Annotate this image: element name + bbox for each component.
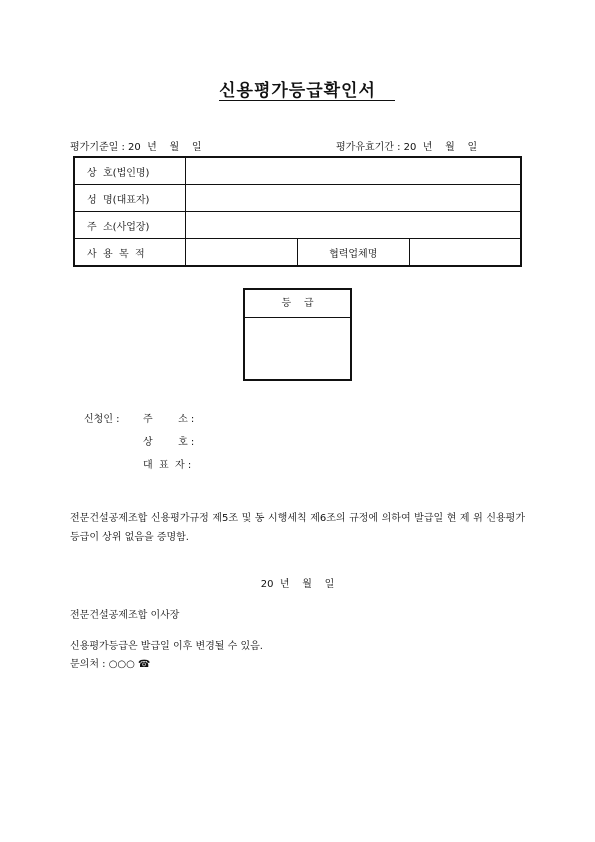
- partner-label: 협력업체명: [297, 239, 409, 267]
- name-field[interactable]: [186, 185, 522, 212]
- title-underline: [219, 100, 395, 101]
- address-label: 주 소(사업장): [74, 212, 186, 239]
- name-label: 성 명(대표자): [74, 185, 186, 212]
- issue-date: 20 년 월 일: [260, 579, 335, 590]
- partner-field[interactable]: [409, 239, 521, 267]
- company-row: [74, 157, 521, 185]
- issuer: 전문건설공제조합 이사장: [70, 610, 180, 621]
- applicant-label: 신청인 :: [84, 414, 120, 425]
- purpose-label: 사 용 목 적: [74, 239, 186, 267]
- applicant-representative: 대 표 자 :: [143, 460, 192, 471]
- name-row: [74, 185, 521, 212]
- change-notice: 신용평가등급은 발급일 이후 변경될 수 있음.: [70, 641, 263, 652]
- purpose-field[interactable]: [186, 239, 298, 267]
- info-table: [73, 156, 522, 267]
- address-row: [74, 212, 521, 239]
- address-field[interactable]: [186, 212, 522, 239]
- company-label: 상 호(법인명): [74, 157, 186, 185]
- company-field[interactable]: [186, 157, 522, 185]
- applicant-address: 주 소 :: [143, 414, 195, 425]
- certification-statement: 전문건설공제조합 신용평가규정 제5조 및 동 시행세칙 제6조의 규정에 의하여 발급일 현 제 위 신용평가등급이 상위 없음을 증명함.: [70, 513, 525, 543]
- grade-value-area[interactable]: [245, 318, 350, 380]
- purpose-row: [74, 239, 521, 267]
- applicant-company: 상 호 :: [143, 437, 195, 448]
- contact-info: 문의처 : ○○○ ☎: [70, 659, 151, 670]
- grade-label: 등 급: [245, 290, 350, 318]
- document-title: 신용평가등급확인서: [219, 81, 376, 101]
- validity-date: 평가유효기간 : 20 년 월 일: [336, 142, 478, 153]
- grade-box: [243, 288, 352, 381]
- evaluation-date: 평가기준일 : 20 년 월 일: [70, 142, 202, 153]
